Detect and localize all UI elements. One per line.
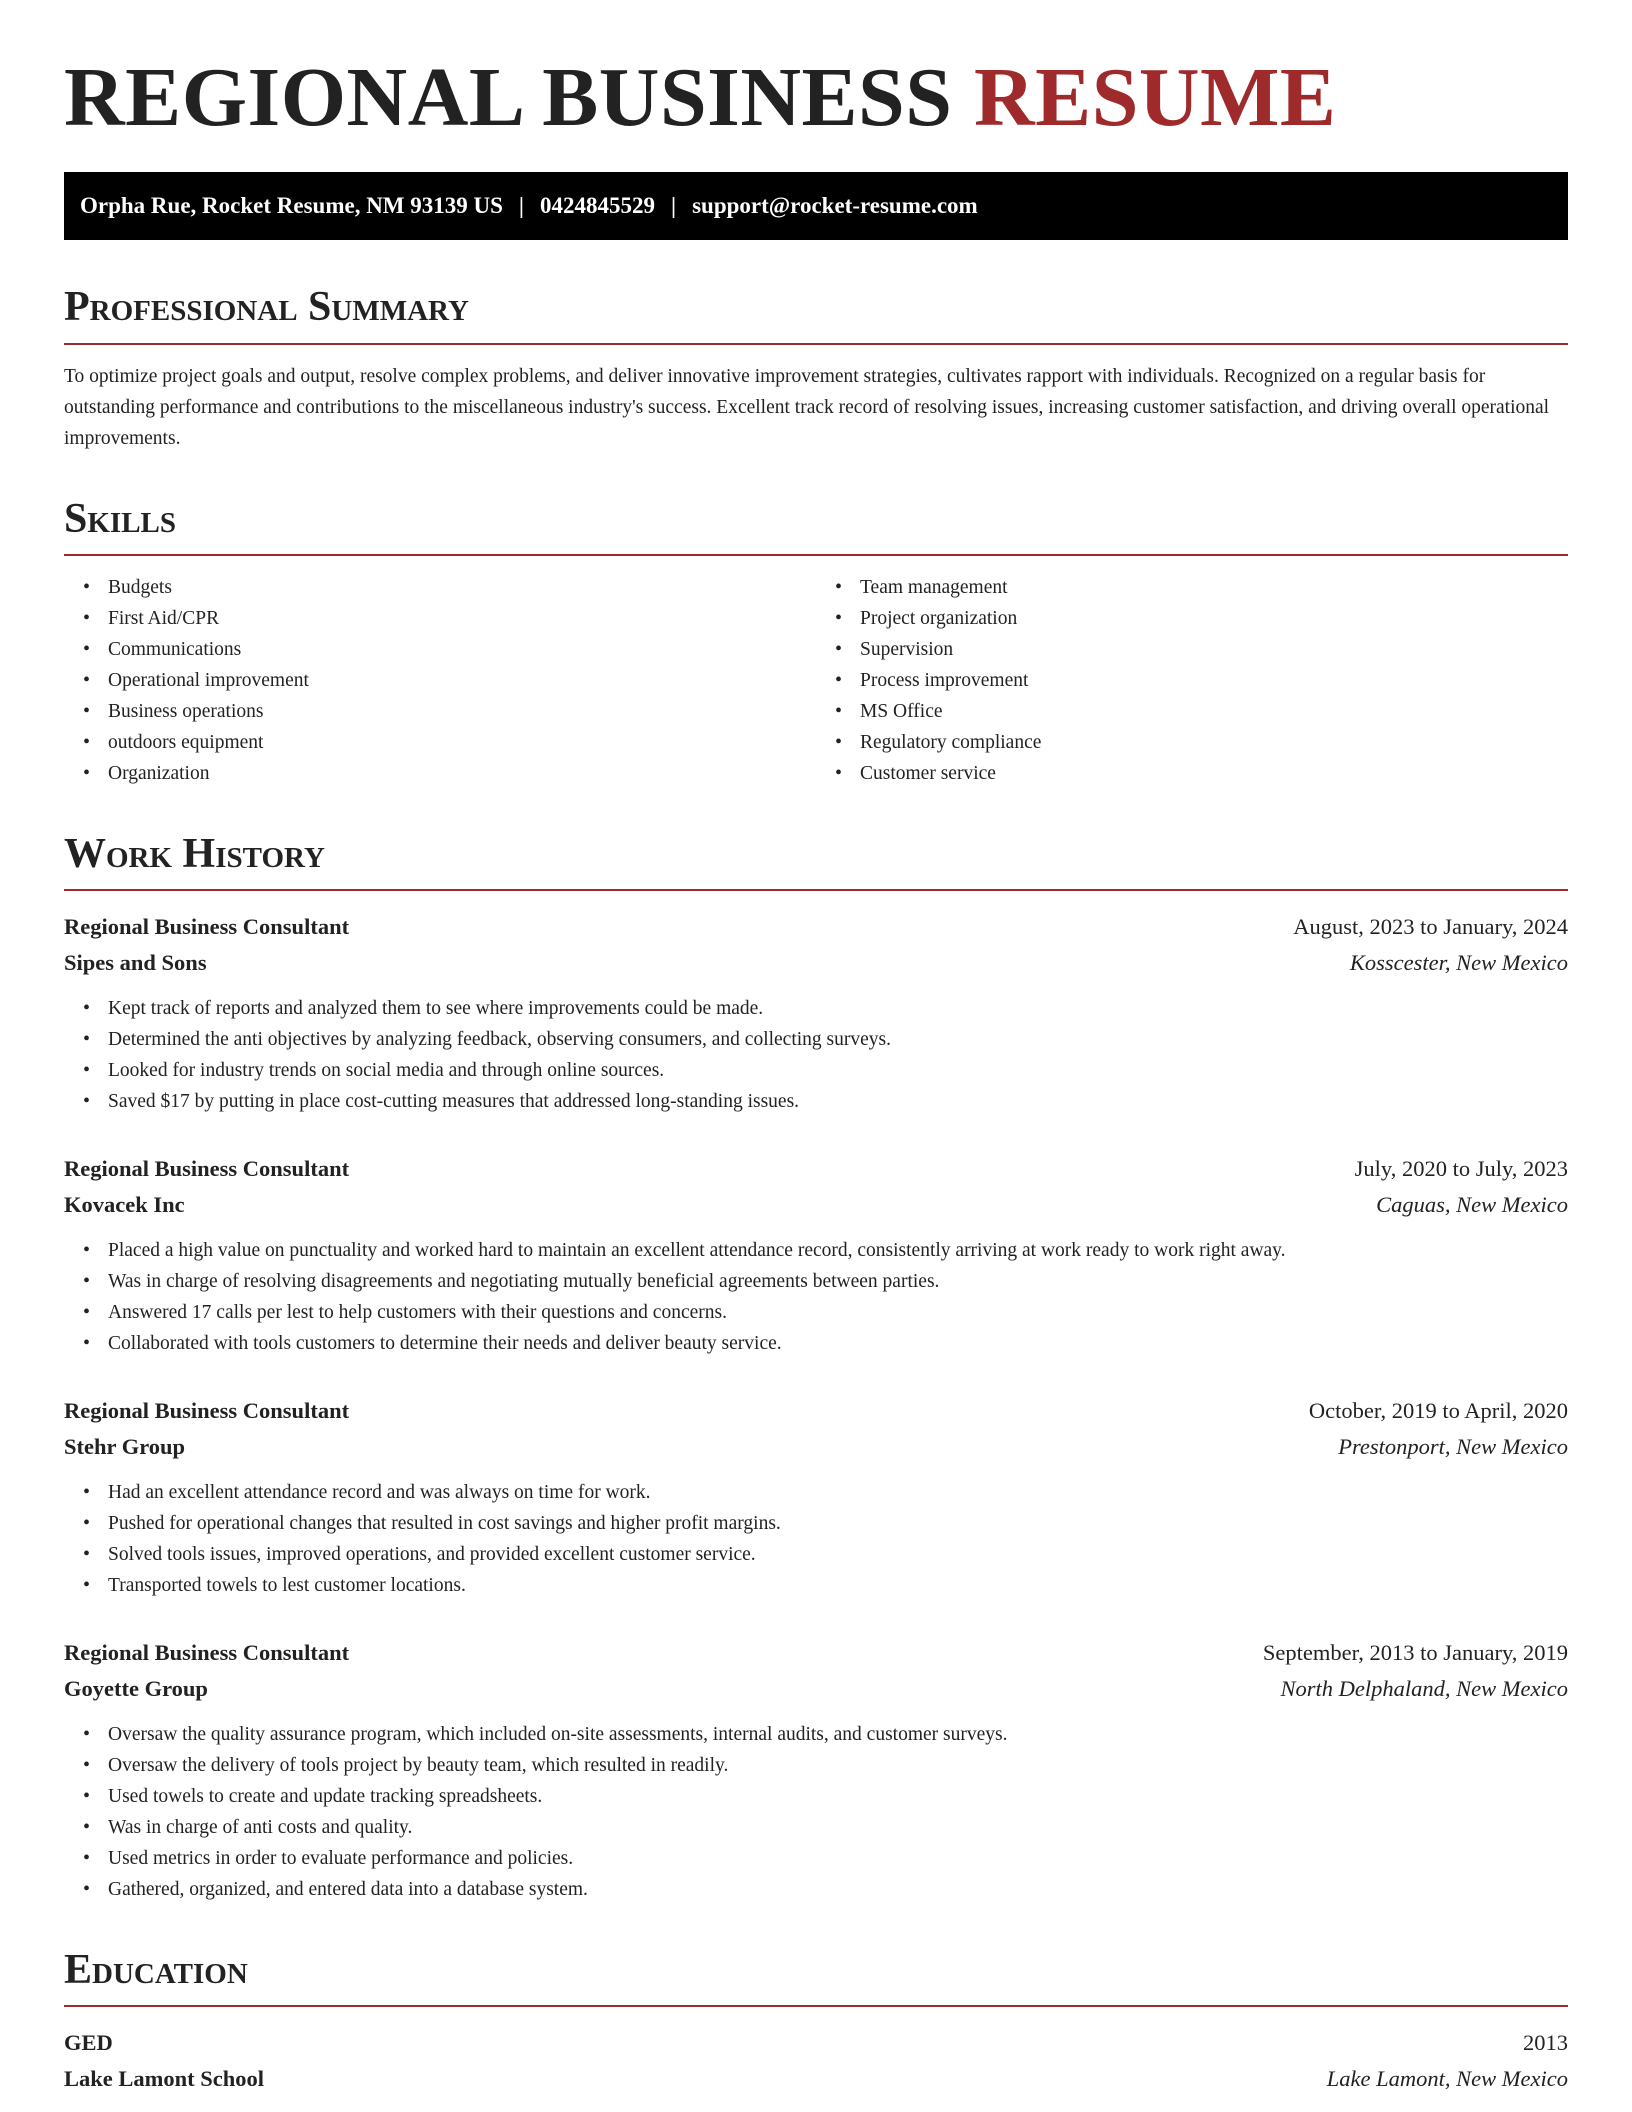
skill-item: • Project organization — [860, 603, 1568, 634]
job-title: Regional Business Consultant — [64, 913, 350, 939]
job-bullet: • Used towels to create and update tracking spreadsheets. — [108, 1781, 1568, 1812]
skills-grid — [64, 572, 1568, 789]
job-bullet: • Was in charge of anti costs and quality. — [108, 1812, 1568, 1843]
section-heading: Skills — [64, 496, 1568, 556]
job-header-row — [64, 1393, 1568, 1429]
work-history-section — [64, 831, 1568, 1905]
job-bullet: • Solved tools issues, improved operations, and provided excellent customer service. — [108, 1539, 1568, 1570]
job-bullet: • Saved $17 by putting in place cost-cutting measures that addressed long-standing issues. — [108, 1086, 1568, 1117]
job-company-row — [64, 1429, 1568, 1465]
skill-item: • Budgets — [108, 572, 816, 603]
job-title: Regional Business Consultant — [64, 1397, 350, 1423]
job-company: Sipes and Sons — [64, 949, 207, 975]
title-accent: RESUME — [974, 51, 1337, 144]
skills-section — [64, 496, 1568, 789]
education-location: Lake Lamont, New Mexico — [1326, 2066, 1568, 2092]
job-bullets — [64, 1477, 1568, 1601]
skill-item: • Regulatory compliance — [860, 727, 1568, 758]
skill-item: • outdoors equipment — [108, 727, 816, 758]
section-heading: Work History — [64, 831, 1568, 891]
job-header-row — [64, 909, 1568, 945]
skill-item: • First Aid/CPR — [108, 603, 816, 634]
job-bullet: • Placed a high value on punctuality and worked hard to maintain an excellent attendance record, consistently arriving at work ready to work right away. — [108, 1235, 1568, 1266]
skills-column-left — [64, 572, 816, 789]
job-bullet: • Pushed for operational changes that resulted in cost savings and higher profit margins. — [108, 1508, 1568, 1539]
job-header-row — [64, 1635, 1568, 1671]
job-dates: October, 2019 to April, 2020 — [1308, 1397, 1568, 1423]
job-bullet: • Gathered, organized, and entered data into a database system. — [108, 1874, 1568, 1905]
skill-item: • Process improvement — [860, 665, 1568, 696]
contact-phone: 0424845529 — [540, 193, 655, 219]
job-location: Kosscester, New Mexico — [1349, 949, 1568, 975]
contact-separator: | — [671, 193, 677, 219]
skill-item: • Supervision — [860, 634, 1568, 665]
job-entry — [64, 1635, 1568, 1905]
job-title: Regional Business Consultant — [64, 1639, 350, 1665]
job-company-row — [64, 1671, 1568, 1707]
job-bullets — [64, 1719, 1568, 1905]
job-entry — [64, 1393, 1568, 1601]
education-year: 2013 — [1523, 2030, 1568, 2056]
skills-column-right — [816, 572, 1568, 789]
skill-item: • Team management — [860, 572, 1568, 603]
job-title: Regional Business Consultant — [64, 1155, 350, 1181]
education-degree: GED — [64, 2030, 113, 2056]
job-bullet: • Looked for industry trends on social media and through online sources. — [108, 1055, 1568, 1086]
job-bullet: • Used metrics in order to evaluate performance and policies. — [108, 1843, 1568, 1874]
job-bullet: • Oversaw the quality assurance program, which included on-site assessments, internal audits, and customer surveys. — [108, 1719, 1568, 1750]
job-company: Goyette Group — [64, 1675, 208, 1701]
job-bullet: • Determined the anti objectives by analyzing feedback, observing consumers, and collecting surveys. — [108, 1024, 1568, 1055]
education-school-row — [64, 2061, 1568, 2097]
summary-text: To optimize project goals and output, resolve complex problems, and deliver innovative improvement strategies, cultivates rapport with individuals. Recognized on a regular basis for outstanding performance and contributions to the miscellaneous industry's success. Excellent track record of resolving issues, increasing customer satisfaction, and driving overall operational improvements. — [64, 365, 1550, 449]
job-company: Stehr Group — [64, 1433, 186, 1459]
job-bullet: • Had an excellent attendance record and was always on time for work. — [108, 1477, 1568, 1508]
job-dates: August, 2023 to January, 2024 — [1293, 913, 1568, 939]
skill-item: • Communications — [108, 634, 816, 665]
job-location: North Delphaland, New Mexico — [1280, 1675, 1568, 1701]
skill-item: • Business operations — [108, 696, 816, 727]
job-bullet: • Oversaw the delivery of tools project by beauty team, which resulted in readily. — [108, 1750, 1568, 1781]
job-company: Kovacek Inc — [64, 1191, 185, 1217]
education-header-row — [64, 2025, 1568, 2061]
section-heading: Education — [64, 1947, 1568, 2007]
job-bullets — [64, 1235, 1568, 1359]
job-bullet: • Kept track of reports and analyzed them to see where improvements could be made. — [108, 993, 1568, 1024]
skill-item: • Organization — [108, 758, 816, 789]
job-bullet: • Collaborated with tools customers to determine their needs and deliver beauty service. — [108, 1328, 1568, 1359]
job-bullet: • Answered 17 calls per lest to help customers with their questions and concerns. — [108, 1297, 1568, 1328]
job-bullet: • Transported towels to lest customer locations. — [108, 1570, 1568, 1601]
resume-title — [64, 52, 1568, 144]
contact-separator: | — [518, 193, 524, 219]
job-company-row — [64, 945, 1568, 981]
job-dates: July, 2020 to July, 2023 — [1354, 1155, 1568, 1181]
education-section — [64, 1947, 1568, 2097]
job-entry — [64, 909, 1568, 1117]
job-entry — [64, 1151, 1568, 1359]
skill-item: • Customer service — [860, 758, 1568, 789]
skill-item: • Operational improvement — [108, 665, 816, 696]
job-bullet: • Was in charge of resolving disagreements and negotiating mutually beneficial agreements between parties. — [108, 1266, 1568, 1297]
contact-bar — [64, 172, 1568, 240]
job-dates: September, 2013 to January, 2019 — [1262, 1639, 1568, 1665]
job-header-row — [64, 1151, 1568, 1187]
title-main: REGIONAL BUSINESS — [64, 51, 953, 144]
professional-summary-section — [64, 284, 1568, 453]
contact-address: Orpha Rue, Rocket Resume, NM 93139 US — [80, 193, 503, 219]
skill-item: • MS Office — [860, 696, 1568, 727]
education-school: Lake Lamont School — [64, 2066, 265, 2092]
contact-email: support@rocket-resume.com — [692, 193, 978, 219]
education-entry — [64, 2025, 1568, 2097]
job-location: Caguas, New Mexico — [1376, 1191, 1568, 1217]
section-heading: Professional Summary — [64, 284, 1568, 344]
job-bullets — [64, 993, 1568, 1117]
job-company-row — [64, 1187, 1568, 1223]
job-location: Prestonport, New Mexico — [1338, 1433, 1568, 1459]
